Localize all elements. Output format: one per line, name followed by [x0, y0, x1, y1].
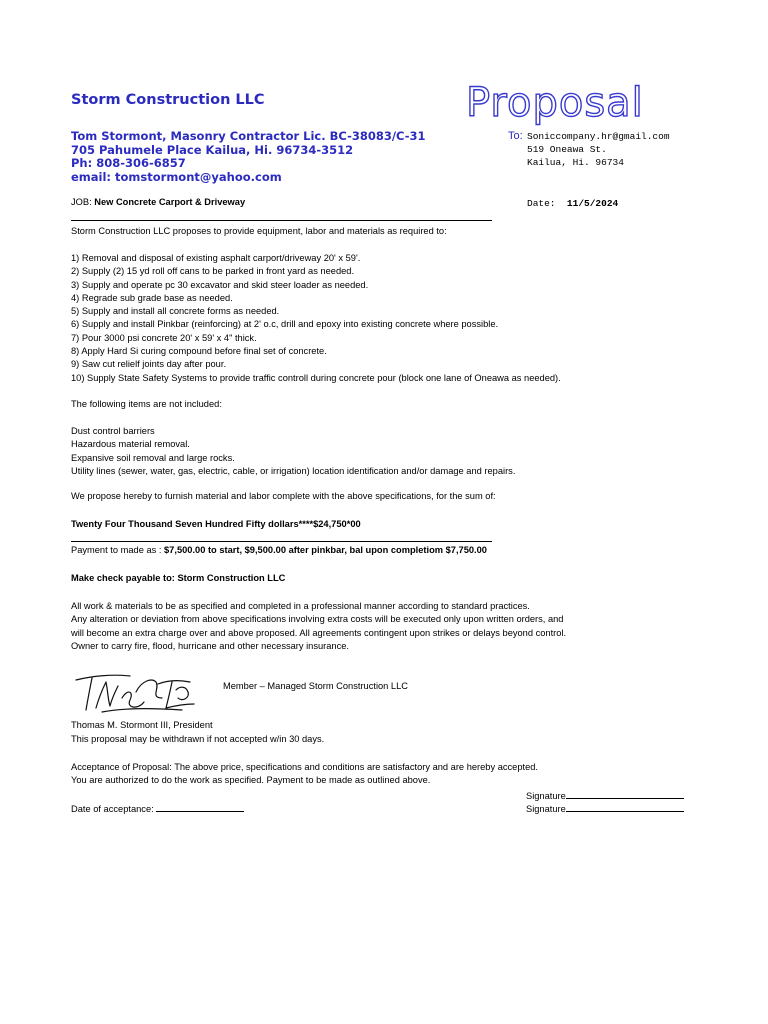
scope-item: 7) Pour 3000 psi concrete 20' x 59' x 4" thick.: [71, 332, 257, 343]
signature-line[interactable]: [566, 801, 684, 812]
scope-item: 4) Regrade sub grade base as needed.: [71, 292, 233, 303]
exclusion-item: Hazardous material removal.: [71, 439, 190, 450]
job-label: JOB:: [71, 197, 92, 207]
terms-line: Owner to carry fire, flood, hurricane and other necessary insurance.: [71, 640, 350, 651]
scope-item: 8) Apply Hard Si curing compound before final set of concrete.: [71, 346, 327, 357]
payment-line: [71, 545, 487, 555]
sum-text: Twenty Four Thousand Seven Hundred Fifty dollars****$24,750*00: [71, 519, 361, 529]
contractor-phone: Ph: 808-306-6857: [71, 156, 186, 170]
payment-terms: $7,500.00 to start, $9,500.00 after pinkbar, bal upon completiom $7,750.00: [164, 545, 487, 555]
date-acceptance-line[interactable]: [156, 801, 244, 812]
date-acceptance-field[interactable]: [71, 801, 244, 814]
job-line: [71, 197, 245, 207]
signature-line[interactable]: [566, 788, 684, 799]
to-label: To:: [508, 130, 523, 142]
payment-prefix: Payment to made as :: [71, 545, 165, 555]
divider-top: [71, 220, 492, 221]
signature-image: [72, 668, 202, 716]
signer-name: Thomas M. Stormont III, President: [71, 720, 213, 730]
date-line: [527, 198, 618, 209]
scope-list: [71, 252, 561, 385]
exclusion-item: Dust control barriers: [71, 426, 155, 436]
contractor-name: Tom Stormont, Masonry Contractor Lic. BC-38083/C-31: [71, 129, 426, 143]
scope-item: 10) Supply State Safety Systems to provide traffic controll during concrete pour (block one lane of Oneawa as needed).: [71, 372, 561, 383]
contractor-address: 705 Pahumele Place Kailua, Hi. 96734-3512: [71, 143, 354, 157]
recipient-city: Kailua, Hi. 96734: [527, 157, 624, 168]
divider-sum: [71, 541, 492, 542]
exclusion-item: Utility lines (sewer, water, gas, electric, cable, or irrigation) location identification and/or damage and repairs.: [71, 465, 516, 476]
intro-text: Storm Construction LLC proposes to provide equipment, labor and materials as required to:: [71, 226, 447, 236]
signature-field-2[interactable]: [526, 801, 684, 814]
exclusions-heading: The following items are not included:: [71, 399, 222, 409]
recipient-street: 519 Oneawa St.: [527, 144, 607, 155]
signature-label: Signature: [526, 791, 566, 801]
acceptance-line: You are authorized to do the work as specified. Payment to be made as outlined above.: [71, 775, 431, 786]
acceptance-line: Acceptance of Proposal: The above price, specifications and conditions are satisfactory and are hereby accepted.: [71, 762, 539, 772]
contractor-email: email: tomstormont@yahoo.com: [71, 170, 282, 184]
exclusion-item: Expansive soil removal and large rocks.: [71, 452, 235, 463]
proposal-title: Proposal: [466, 80, 644, 126]
company-name: Storm Construction LLC: [71, 92, 265, 108]
check-payable: Make check payable to: Storm Construction LLC: [71, 573, 286, 583]
terms-line: will become an extra charge over and above proposed. All agreements contingent upon strikes or delays beyond control.: [71, 627, 567, 638]
date-acceptance-label: Date of acceptance:: [71, 804, 154, 814]
signature-field-1[interactable]: [526, 788, 684, 801]
exclusions-list: [71, 425, 515, 478]
terms-line: All work & materials to be as specified and completed in a professional manner according to standard practices.: [71, 601, 530, 611]
terms-line: Any alteration or deviation from above specifications involving extra costs will be executed only upon written orders, and: [71, 614, 564, 625]
withdraw-note: This proposal may be withdrawn if not accepted w/in 30 days.: [71, 734, 325, 744]
job-value: New Concrete Carport & Driveway: [94, 197, 246, 207]
member-line: Member – Managed Storm Construction LLC: [223, 681, 408, 691]
date-label: Date:: [527, 198, 556, 209]
date-value: 11/5/2024: [566, 198, 619, 209]
scope-item: 6) Supply and install Pinkbar (reinforcing) at 2' o.c, drill and epoxy into existing concrete where possible.: [71, 319, 499, 330]
propose-text: We propose hereby to furnish material and labor complete with the above specifications, for the sum of:: [71, 491, 496, 501]
terms-block: [71, 600, 566, 653]
recipient-email: Soniccompany.hr@gmail.com: [527, 131, 670, 142]
signature-label: Signature: [526, 804, 566, 814]
scope-item: 9) Saw cut relielf joints day after pour.: [71, 359, 227, 370]
acceptance-text: [71, 761, 538, 788]
scope-item: 5) Supply and install all concrete forms as needed.: [71, 306, 280, 317]
scope-item: 3) Supply and operate pc 30 excavator and skid steer loader as needed.: [71, 279, 369, 290]
scope-item: 1) Removal and disposal of existing asphalt carport/driveway 20' x 59'.: [71, 253, 361, 263]
scope-item: 2) Supply (2) 15 yd roll off cans to be parked in front yard as needed.: [71, 266, 355, 277]
